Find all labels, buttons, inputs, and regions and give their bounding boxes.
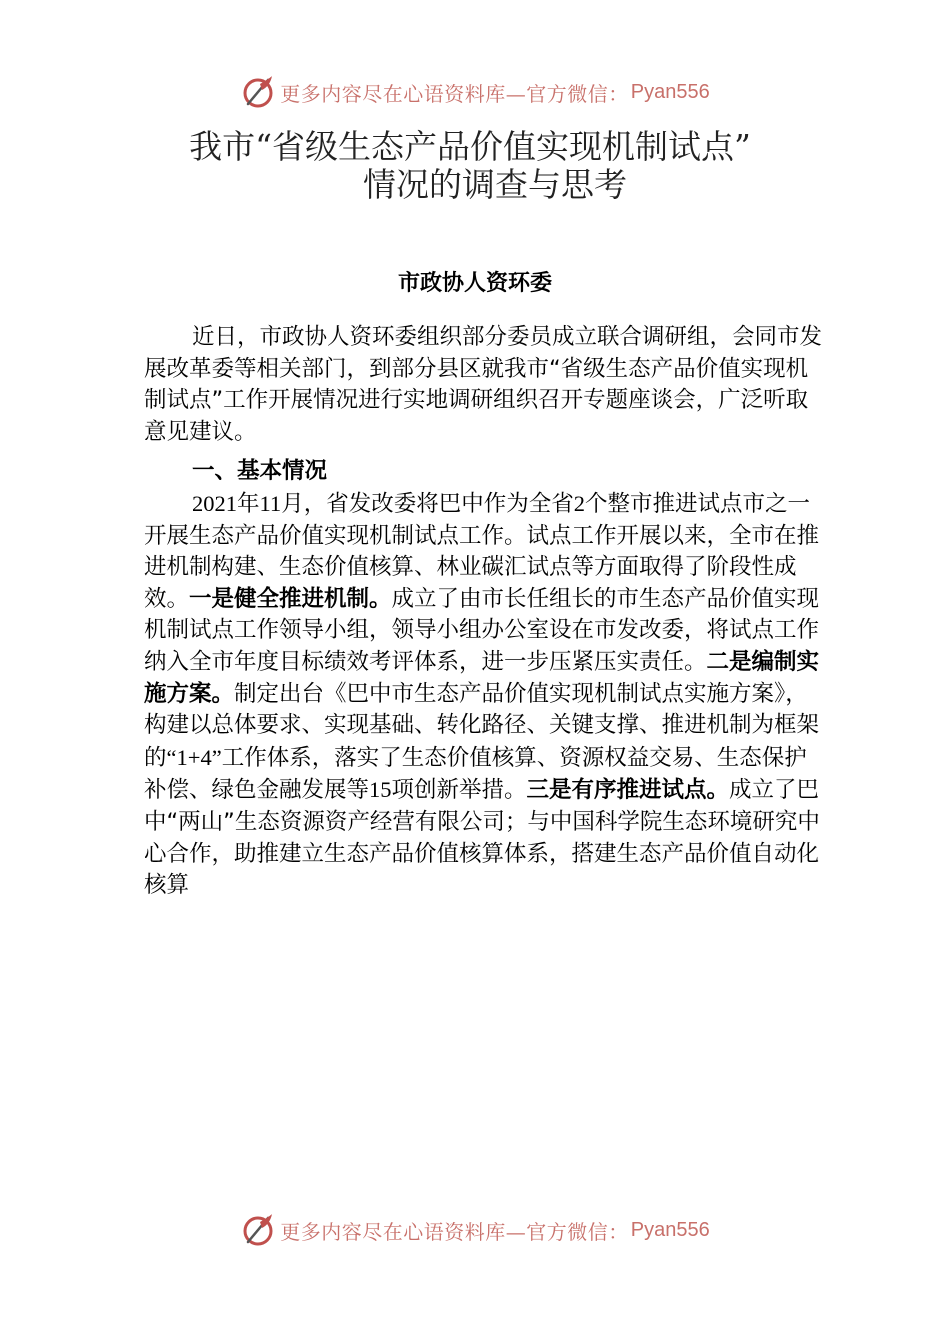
text-span: 个整市推进试点市之一开展生态产品价值实现机制试点工作。试点工作开展以来，全市在推进机制构建、生态价值核算、林业碳汇试点等方面取得了阶段性成效。 [144, 490, 820, 612]
intro-paragraph: 近日，市政协人资环委组织部分委员成立联合调研组，会同市发展改革委等相关部门，到部分县区就我市“省级生态产品价值实现机制试点”工作开展情况进行实地调研组织召开专题座谈会，广泛听取意见建议。 [144, 324, 823, 445]
text-span: 年 [237, 490, 260, 517]
watermark-text: 更多内容尽在心语资料库—官方微信： [280, 81, 629, 106]
text-span: 项创新举措。 [391, 777, 527, 804]
watermark-banner-bottom [0, 1210, 950, 1250]
bold-point-3: 三是有序推进试点。 [526, 777, 730, 804]
quill-logo-icon [240, 1212, 276, 1248]
month-value: 11 [259, 490, 282, 516]
system-label: “1+4” [166, 744, 222, 770]
document-body [144, 322, 824, 902]
watermark-wechat-id: Pyan556 [630, 1218, 710, 1241]
measures-count: 15 [369, 777, 392, 803]
text-span: 制定出台《巴中市生态产品价值实现机制试点实施方案》，构建以总体要求、实现基础、转化路径、关键支撑、推进机制为框架的 [144, 680, 820, 771]
text-span: 成立了巴中“两山”生态资源资产经营有限公司；与中国科学院生态环境研究中心合作，助推建立生态产品价值核算体系，搭建生态产品价值自动化核算 [144, 777, 820, 899]
section-heading-basic: 一、基本情况 [192, 458, 328, 485]
document-author: 市政协人资环委 [397, 271, 552, 296]
basic-situation-paragraph [144, 488, 824, 902]
document-title [0, 128, 950, 204]
text-span: 工作体系，落实了生态价值核算、资源权益交易、生态保护补偿、绿色金融发展等 [144, 744, 807, 804]
text-span: 成立了由市长任组长的市生态产品价值实现机制试点工作领导小组，领导小组办公室设在市发改委，将试点工作纳入全市年度目标绩效考评体系，进一步压紧压实责任。 [144, 585, 820, 675]
title-line-1: 我市“省级生态产品价值实现机制试点” [189, 127, 751, 166]
year-value: 2021 [192, 490, 237, 516]
count-value: 2 [573, 490, 585, 516]
text-span: 月，省发改委将巴中作为全省 [281, 490, 574, 517]
watermark-wechat-id: Pyan556 [630, 80, 710, 103]
watermark-banner-top [0, 72, 950, 112]
bold-point-2: 二是编制实施方案。 [144, 648, 820, 707]
bold-point-1: 一是健全推进机制。 [189, 585, 392, 612]
title-line-2: 情况的调查与思考 [363, 165, 627, 204]
watermark-text: 更多内容尽在心语资料库—官方微信： [280, 1219, 629, 1244]
quill-logo-icon [240, 74, 276, 110]
